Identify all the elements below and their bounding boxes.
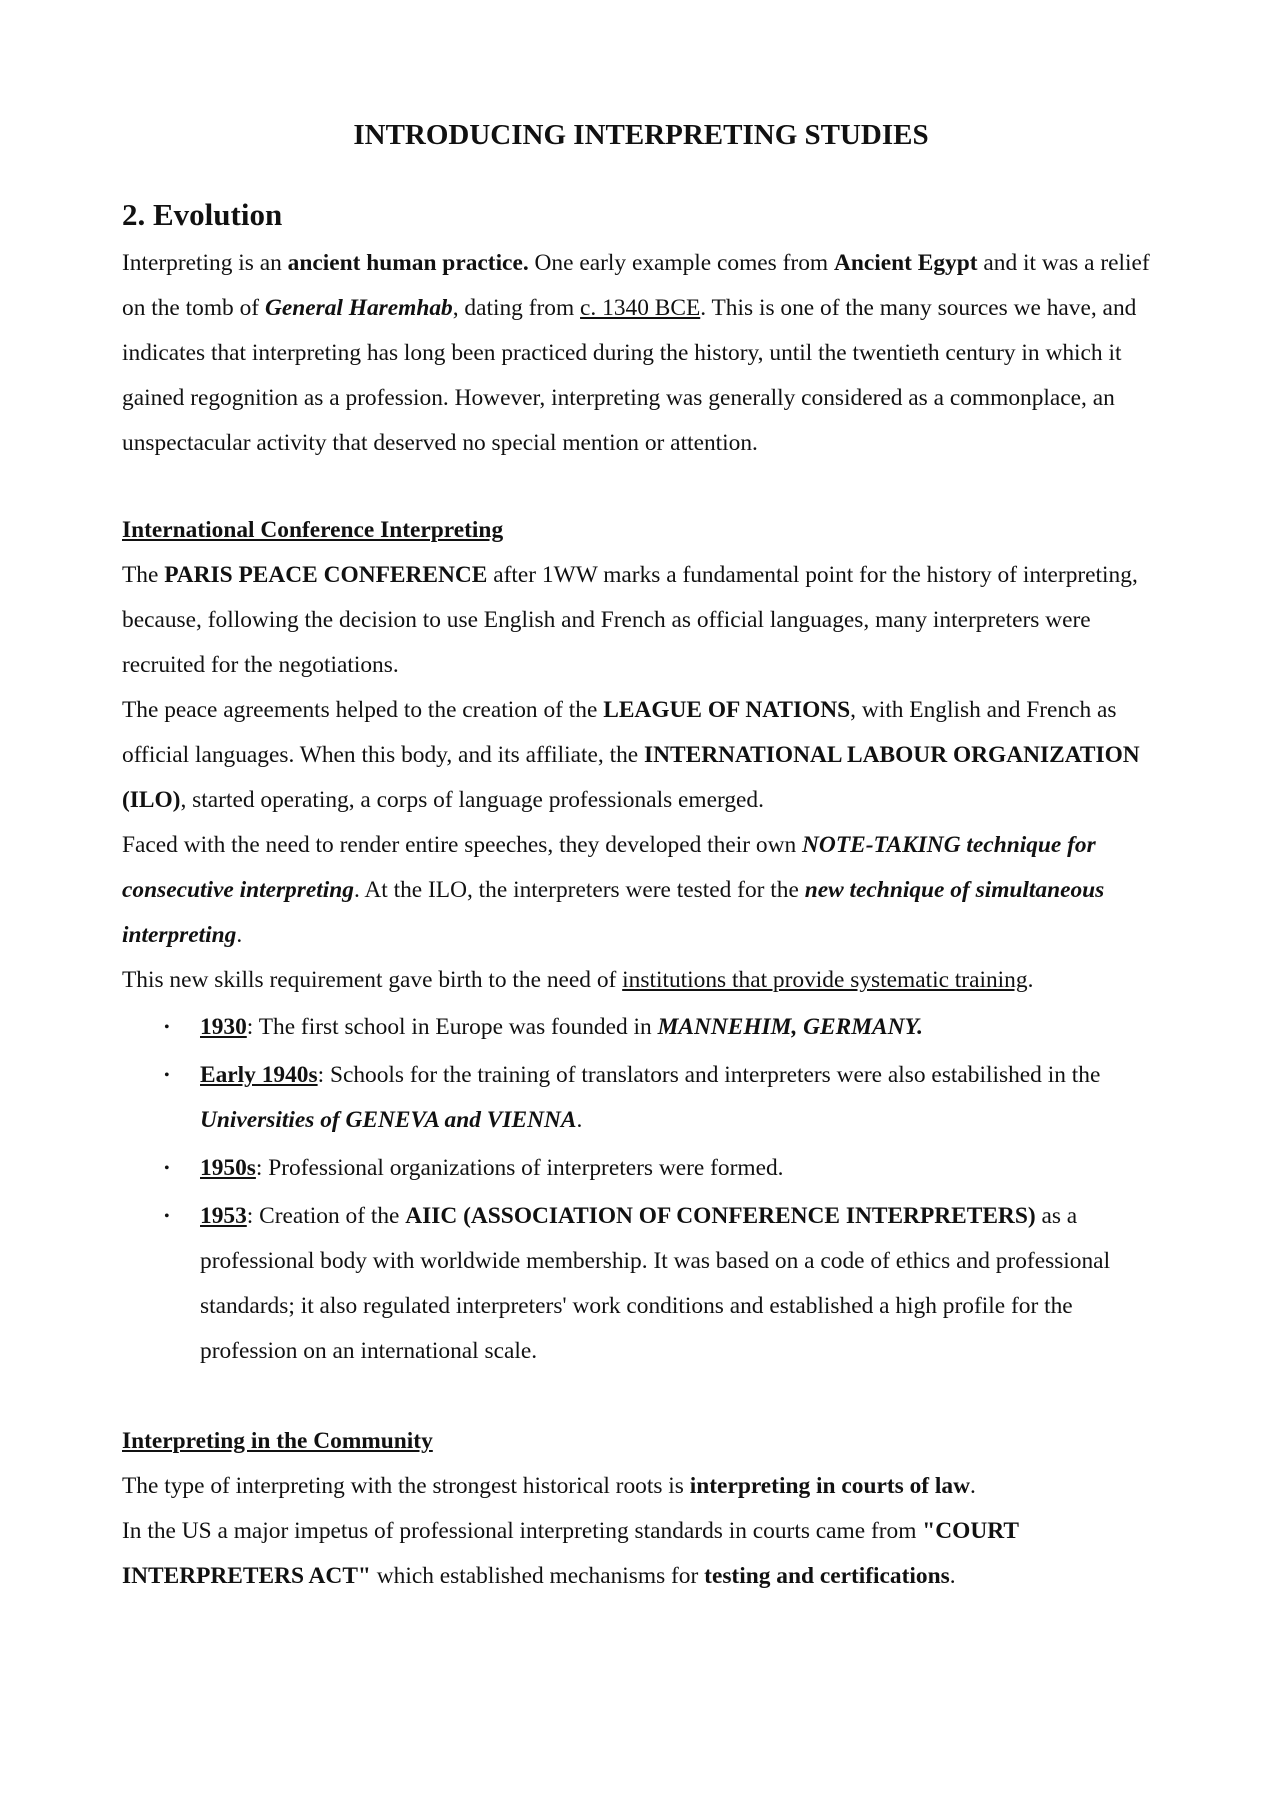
text-run: This new skills requirement gave birth to the need of: [122, 967, 623, 994]
bold-text: "COURT INTERPRETERS ACT": [122, 1518, 1019, 1590]
bullet-icon: •: [164, 1208, 170, 1226]
timeline-list: [122, 1005, 1160, 1374]
list-item: [122, 1053, 1160, 1143]
conference-heading: International Conference Interpreting: [122, 517, 504, 544]
spacer: [122, 466, 1160, 508]
text-run: , started operating, a corps of language professionals emerged.: [180, 787, 764, 814]
bold-text: ancient human practice.: [287, 250, 529, 277]
list-item: [122, 1194, 1160, 1374]
text-run: The: [122, 562, 165, 589]
bullet-icon: •: [164, 1019, 170, 1037]
bold-text: testing and certifications: [704, 1563, 950, 1590]
bold-text: AIIC (ASSOCIATION OF CONFERENCE INTERPRETERS): [405, 1203, 1036, 1230]
section-title: 2. Evolution: [122, 196, 283, 232]
text-run: .: [576, 1107, 583, 1134]
bullet-icon: •: [164, 1067, 170, 1085]
text-run: , with English and French as official languages. When this body, and its affiliate, the: [122, 697, 1117, 769]
community-paragraph-courts: [122, 1464, 1160, 1509]
timeline-year: 1953: [200, 1203, 247, 1230]
text-run: : Professional organizations of interpreters were formed.: [255, 1155, 784, 1182]
bold-italic-text: General Haremhab: [264, 295, 453, 322]
bold-text: Ancient Egypt: [833, 250, 978, 277]
text-run: .: [949, 1563, 956, 1590]
bold-italic-text: new technique of simultaneous interpreting: [122, 877, 1105, 949]
underlined-text: institutions that provide systematic training: [622, 967, 1028, 994]
bold-italic-text: MANNEHIM, GERMANY.: [657, 1014, 923, 1041]
text-run: . At the ILO, the interpreters were tested for the: [353, 877, 805, 904]
conference-paragraph-techniques: [122, 823, 1160, 958]
community-heading: Interpreting in the Community: [122, 1428, 433, 1455]
conference-paragraph-training: [122, 958, 1160, 1003]
text-run: . This is one of the many sources we have, and indicates that interpreting has long been practiced during the history, until the twentieth century in which it gained regognition as a profession. However, interpreting was generally considered as a commonplace, an unspectacular activity that deserved no special mention or attention.: [122, 295, 1137, 457]
bold-text: INTERNATIONAL LABOUR ORGANIZATION (ILO): [122, 742, 1140, 814]
text-run: The peace agreements helped to the creation of the: [122, 697, 604, 724]
text-run: : Schools for the training of translators and interpreters were also estabilished in the: [317, 1062, 1101, 1089]
text-run: .: [970, 1473, 976, 1500]
timeline-year: 1950s: [200, 1155, 256, 1182]
conference-paragraph-league: [122, 688, 1160, 823]
bold-italic-text: Universities of GENEVA and VIENNA: [200, 1107, 577, 1134]
bold-text: interpreting in courts of law: [689, 1473, 970, 1500]
text-run: : The first school in Europe was founded in: [246, 1014, 658, 1041]
intro-paragraph: [122, 241, 1160, 466]
text-run: : Creation of the: [246, 1203, 406, 1230]
text-run: after 1WW marks a fundamental point for the history of interpreting, because, following the decision to use English and French as official languages, many interpreters were recruited for the negotiations.: [122, 562, 1138, 679]
text-run: One early example comes from: [528, 250, 834, 277]
bold-italic-text: NOTE-TAKING technique for consecutive interpreting: [122, 832, 1096, 904]
timeline-year: Early 1940s: [200, 1062, 318, 1089]
underlined-date: c. 1340 BCE: [580, 295, 701, 322]
text-run: Interpreting is an: [122, 250, 288, 277]
list-item: [122, 1146, 1160, 1191]
text-run: In the US a major impetus of professional interpreting standards in courts came from: [122, 1518, 923, 1545]
conference-paragraph-paris: [122, 553, 1160, 688]
bullet-icon: •: [164, 1160, 170, 1178]
list-item: [122, 1005, 1160, 1050]
bold-text: LEAGUE OF NATIONS: [603, 697, 851, 724]
timeline-year: 1930: [200, 1014, 247, 1041]
spacer: [122, 1377, 1160, 1419]
text-run: The type of interpreting with the strongest historical roots is: [122, 1473, 690, 1500]
text-run: , dating from: [452, 295, 581, 322]
text-run: .: [236, 922, 243, 949]
text-run: which established mechanisms for: [370, 1563, 705, 1590]
text-run: Faced with the need to render entire speeches, they developed their own: [122, 832, 803, 859]
text-run: as a professional body with worldwide membership. It was based on a code of ethics and professional standards; it also regulated interpreters' work conditions and established a high profile for the profession on an international scale.: [200, 1203, 1111, 1365]
community-paragraph-us: [122, 1509, 1160, 1599]
bold-text: PARIS PEACE CONFERENCE: [164, 562, 488, 589]
text-run: .: [1027, 967, 1034, 994]
document-title: INTRODUCING INTERPRETING STUDIES: [353, 119, 929, 151]
text-run: and it was a relief on the tomb of: [122, 250, 1150, 322]
